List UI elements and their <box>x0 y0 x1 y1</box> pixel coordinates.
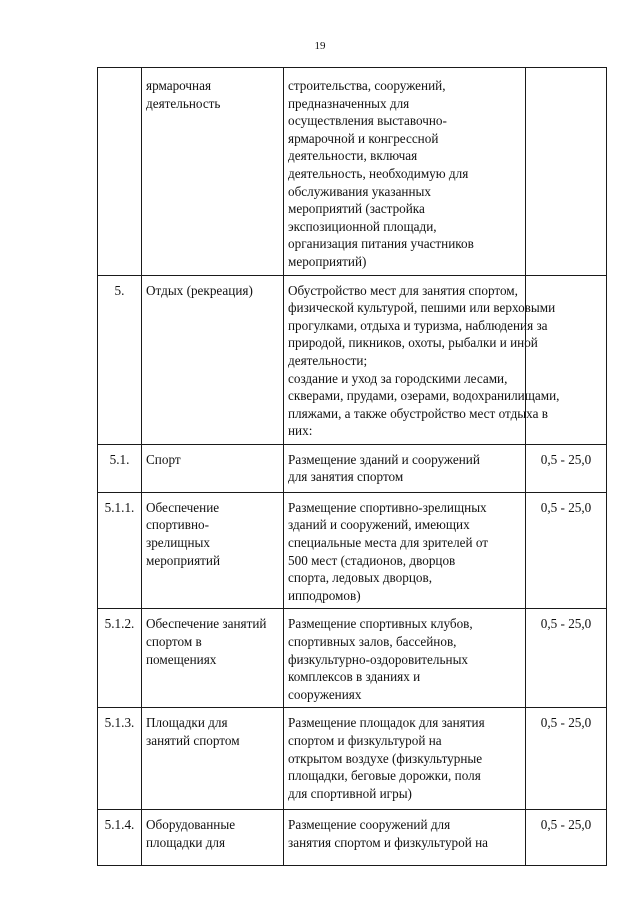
row-code <box>98 68 142 276</box>
row-parameter: 0,5 - 25,0 <box>526 492 607 609</box>
name-line: Обеспечение занятий <box>146 616 267 632</box>
name-line: деятельность <box>146 95 221 111</box>
description-line: строительства, сооружений, <box>288 78 446 93</box>
description-line: занятия спортом и физкультурой на <box>288 835 488 850</box>
description-line: сооружениях <box>288 686 362 702</box>
description-line: деятельности, включая <box>288 148 418 164</box>
description-line: открытом воздухе (физкультурные <box>288 750 483 766</box>
row-code: 5.1.4. <box>98 810 142 866</box>
row-parameter: 0,5 - 25,0 <box>526 609 607 708</box>
description-line: пляжами, а также обустройство мест отдыха в <box>288 405 548 421</box>
name-line: площадки для <box>146 835 226 850</box>
description-line: них: <box>288 423 313 439</box>
land-use-table <box>97 67 607 866</box>
name-line: спортивно- <box>146 517 210 533</box>
table-row <box>98 275 607 444</box>
description-line: деятельность, необходимую для <box>288 165 469 181</box>
row-code: 5.1.3. <box>98 708 142 810</box>
row-description <box>284 275 560 444</box>
row-code: 5.1.2. <box>98 609 142 708</box>
description-line: Обустройство мест для занятия спортом, <box>288 282 518 298</box>
row-description <box>284 68 526 276</box>
row-description <box>284 444 526 492</box>
description-line: обслуживания указанных <box>288 183 431 199</box>
description-line: Размещение спортивно-зрелищных <box>288 499 487 515</box>
description-line: для спортивной игры) <box>288 785 412 801</box>
description-line: прогулками, отдыха и туризма, наблюдения за <box>288 317 548 333</box>
description-line: специальные места для зрителей от <box>288 535 489 551</box>
row-description <box>284 708 526 810</box>
description-line: организация питания участников <box>288 236 474 252</box>
description-line: ипподромов) <box>288 587 361 603</box>
name-line: спортом в <box>146 634 202 650</box>
description-line: площадки, беговые дорожки, поля <box>288 768 481 784</box>
table-row <box>98 444 607 492</box>
page-number: 19 <box>314 40 326 52</box>
row-description <box>284 492 526 609</box>
name-line: Отдых (рекреация) <box>146 282 253 298</box>
description-line: комплексов в зданиях и <box>288 669 421 685</box>
table-row <box>98 492 607 609</box>
row-code: 5.1. <box>98 444 142 492</box>
description-line: ярмарочной и конгрессной <box>288 130 439 146</box>
name-line: зрелищных <box>146 535 210 551</box>
row-name <box>142 810 284 866</box>
description-line: Размещение площадок для занятия <box>288 715 485 731</box>
name-line: мероприятий <box>146 552 221 568</box>
row-parameter: 0,5 - 25,0 <box>526 708 607 810</box>
row-description <box>284 810 526 866</box>
row-name <box>142 275 284 444</box>
description-line: спортом и физкультурой на <box>288 733 442 748</box>
description-line: физической культурой, пешими или верховыми <box>288 300 556 316</box>
description-line: скверами, прудами, озерами, водохранилищами, <box>288 388 560 404</box>
row-parameter: 0,5 - 25,0 <box>526 444 607 492</box>
row-code: 5.1.1. <box>98 492 142 609</box>
row-name <box>142 68 284 276</box>
row-name <box>142 444 284 492</box>
name-line: занятий спортом <box>146 733 240 748</box>
name-line: ярмарочная <box>146 78 212 93</box>
row-name <box>142 708 284 810</box>
row-name <box>142 609 284 708</box>
table-row <box>98 810 607 866</box>
description-line: мероприятий (застройка <box>288 201 425 217</box>
description-line: создание и уход за городскими лесами, <box>288 370 508 386</box>
row-parameter <box>526 68 607 276</box>
description-line: зданий и сооружений, имеющих <box>288 517 470 533</box>
name-line: Обеспечение <box>146 499 220 515</box>
name-line: помещениях <box>146 651 217 667</box>
description-line: спорта, ледовых дворцов, <box>288 570 433 586</box>
description-line: природой, пикников, охоты, рыбалки и иной <box>288 335 538 351</box>
row-description <box>284 609 526 708</box>
description-line: осуществления выставочно- <box>288 113 447 129</box>
table-row <box>98 609 607 708</box>
description-line: Размещение спортивных клубов, <box>288 616 473 632</box>
description-line: спортивных залов, бассейнов, <box>288 634 457 650</box>
description-line: для занятия спортом <box>288 469 404 485</box>
row-parameter: 0,5 - 25,0 <box>526 810 607 866</box>
name-line: Спорт <box>146 451 181 467</box>
description-line: Размещение сооружений для <box>288 817 451 833</box>
row-name <box>142 492 284 609</box>
description-line: предназначенных для <box>288 95 410 111</box>
description-line: 500 мест (стадионов, дворцов <box>288 552 456 568</box>
description-line: экспозиционной площади, <box>288 218 437 234</box>
description-line: физкультурно-оздоровительных <box>288 651 469 667</box>
table-row <box>98 68 607 276</box>
description-line: Размещение зданий и сооружений <box>288 451 480 467</box>
name-line: Площадки для <box>146 715 228 731</box>
name-line: Оборудованные <box>146 817 236 833</box>
description-line: мероприятий) <box>288 253 367 269</box>
table-row <box>98 708 607 810</box>
description-line: деятельности; <box>288 352 368 368</box>
row-code: 5. <box>98 275 142 444</box>
